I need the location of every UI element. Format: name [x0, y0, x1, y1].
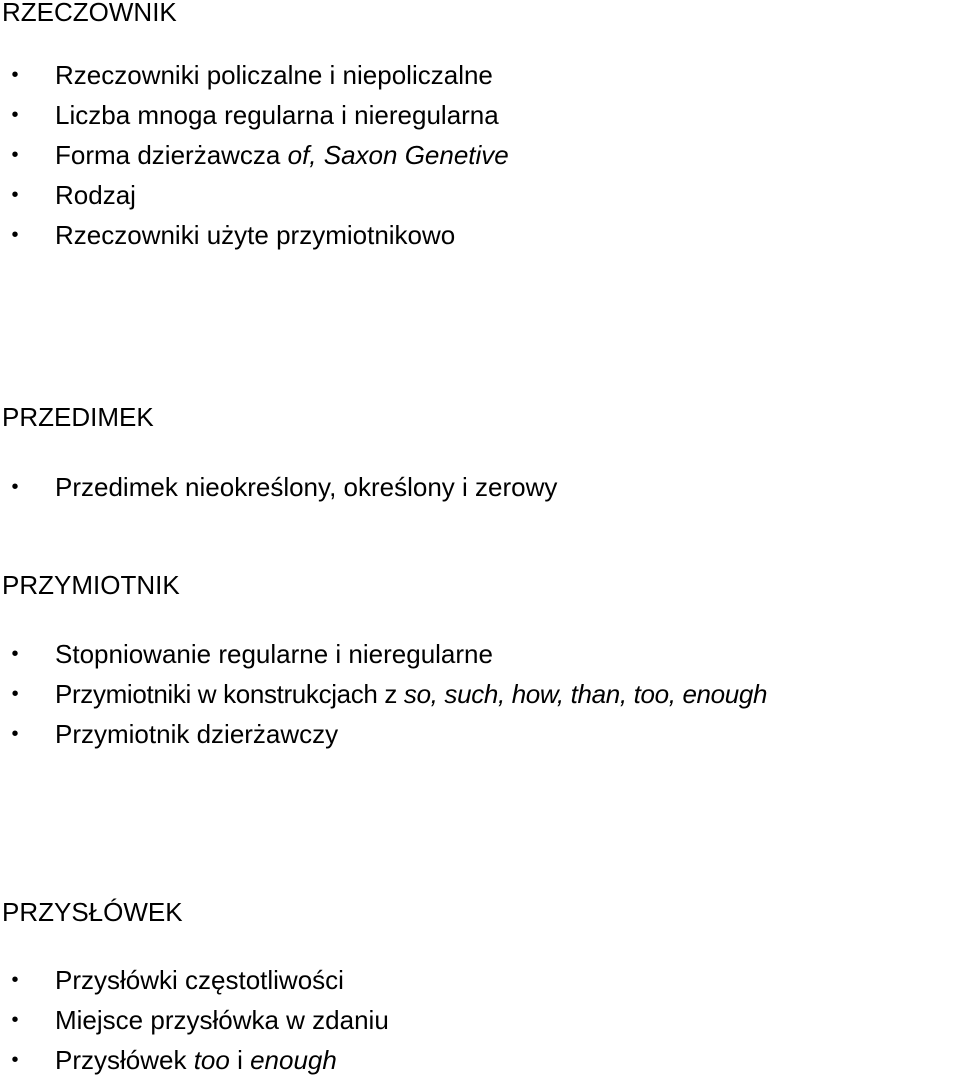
list-item-text: Rzeczowniki użyte przymiotnikowo	[55, 220, 456, 250]
list-item-text: Liczba mnoga regularna i nieregularna	[55, 100, 499, 130]
section-rzeczownik	[0, 0, 960, 255]
list-item	[0, 960, 960, 1000]
list-item-text: Przysłówek	[55, 1045, 194, 1075]
bullet-icon: •	[11, 969, 19, 991]
list-item-text: i	[229, 1045, 251, 1075]
section-heading: PRZYMIOTNIK	[2, 570, 180, 600]
section-przymiotnik	[0, 568, 960, 754]
list-item	[0, 674, 960, 714]
bullet-list	[0, 960, 960, 1080]
list-item	[0, 1040, 960, 1080]
list-item	[0, 135, 960, 175]
bullet-icon: •	[11, 104, 19, 126]
bullet-list	[0, 467, 960, 507]
list-item-italic-text: too	[193, 1045, 230, 1075]
list-item-text: Rzeczowniki policzalne i niepoliczalne	[55, 60, 493, 90]
section-przyslowek	[0, 895, 960, 1080]
section-heading: RZECZOWNIK	[2, 0, 177, 27]
list-item-italic-text: enough	[250, 1045, 337, 1075]
list-item-text: Przedimek nieokreślony, określony i zerowy	[55, 472, 558, 502]
list-item	[0, 1000, 960, 1040]
list-item-text: Przymiotnik dzierżawczy	[55, 719, 339, 749]
list-item	[0, 95, 960, 135]
bullet-icon: •	[11, 476, 19, 498]
section-przedimek	[0, 400, 960, 507]
bullet-icon: •	[11, 723, 19, 745]
list-item	[0, 714, 960, 754]
bullet-icon: •	[11, 1049, 19, 1071]
bullet-icon: •	[11, 1009, 19, 1031]
bullet-icon: •	[11, 184, 19, 206]
list-item	[0, 175, 960, 215]
bullet-icon: •	[11, 144, 19, 166]
list-item-text: Przysłówki częstotliwości	[55, 965, 344, 995]
section-heading: PRZYSŁÓWEK	[2, 897, 183, 927]
list-item-text: Przymiotniki w konstrukcjach z	[55, 679, 404, 709]
bullet-list	[0, 634, 960, 754]
list-item-italic-text: of, Saxon Genetive	[287, 140, 509, 170]
list-item	[0, 634, 960, 674]
list-item-text: Miejsce przysłówka w zdaniu	[55, 1005, 389, 1035]
section-heading: PRZEDIMEK	[2, 402, 154, 432]
list-item-text: Forma dzierżawcza	[55, 140, 288, 170]
list-item	[0, 467, 960, 507]
list-item	[0, 215, 960, 255]
list-item	[0, 55, 960, 95]
bullet-icon: •	[11, 643, 19, 665]
list-item-text: Rodzaj	[55, 180, 136, 210]
list-item-text: Stopniowanie regularne i nieregularne	[55, 639, 493, 669]
list-item-italic-text: so, such, how, than, too, enough	[403, 679, 768, 709]
bullet-icon: •	[11, 64, 19, 86]
bullet-icon: •	[11, 683, 19, 705]
bullet-icon: •	[11, 224, 19, 246]
bullet-list	[0, 55, 960, 255]
